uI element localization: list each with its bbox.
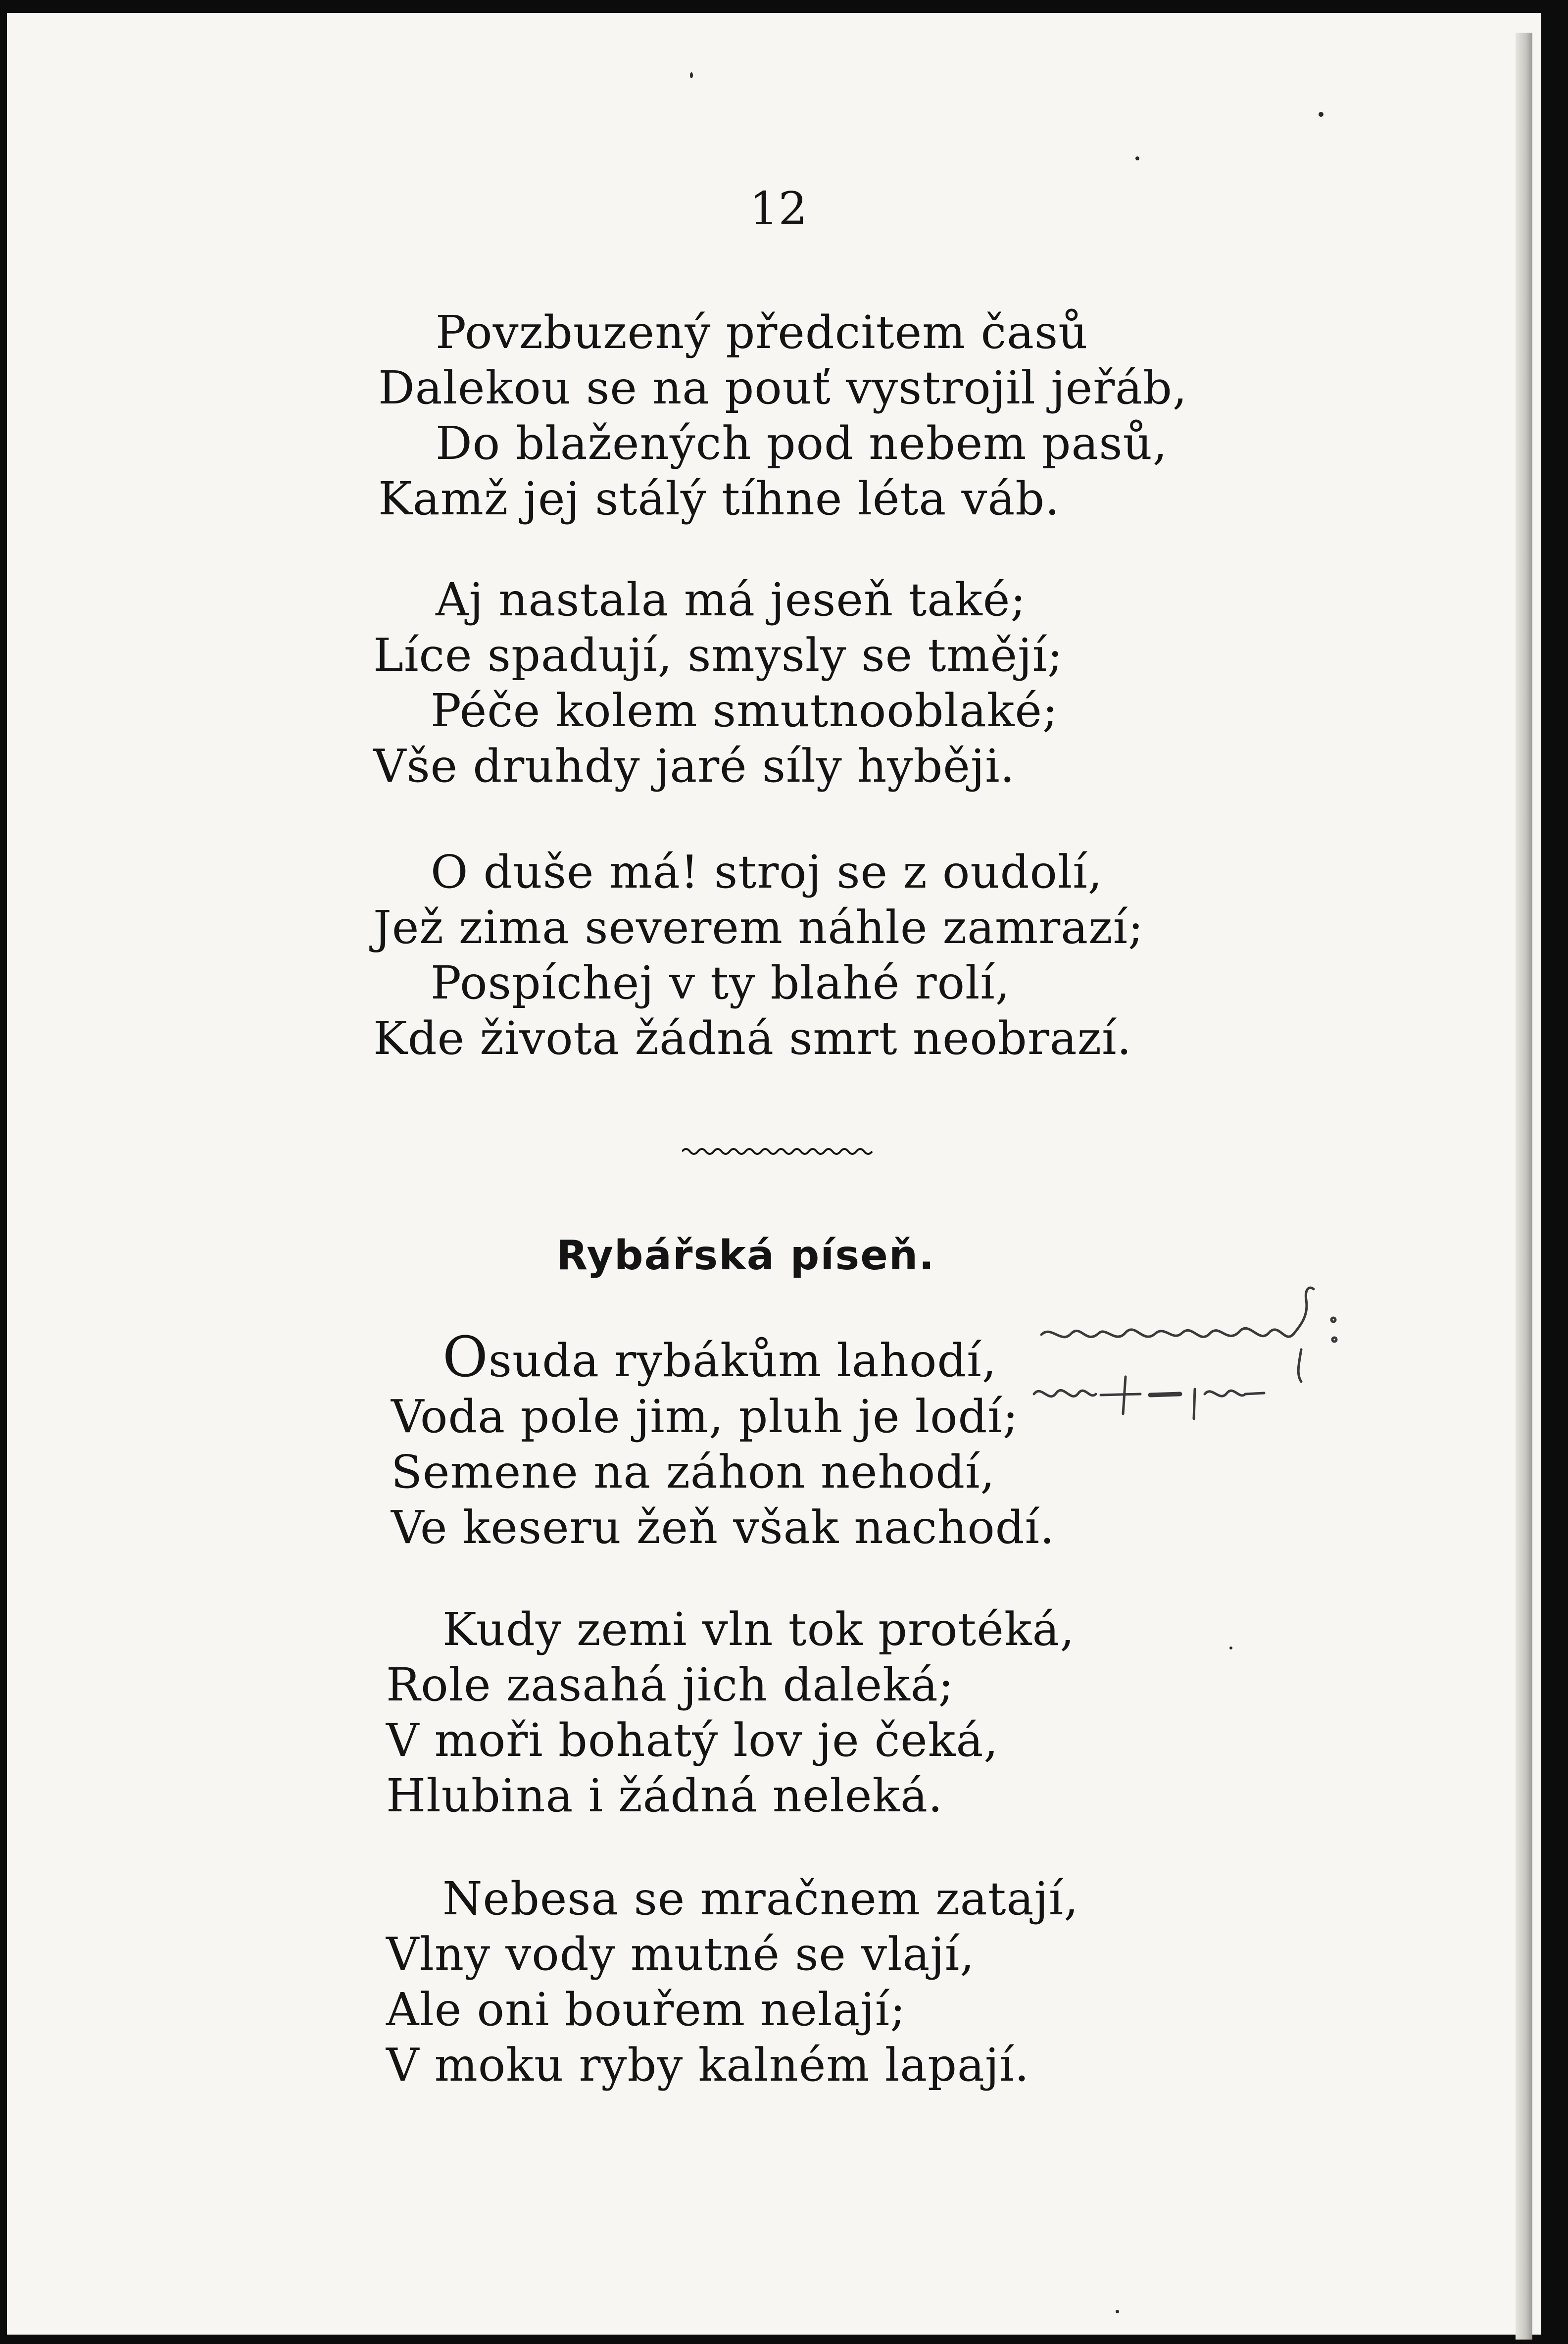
scan-speck: [1116, 2310, 1119, 2313]
verse-line: Kudy zemi vln tok protéká,: [442, 1603, 1075, 1656]
poem-title: Rybářská píseň.: [556, 1232, 935, 1279]
verse-line: Semene na záhon nehodí,: [391, 1446, 995, 1498]
scan-speck: [1319, 112, 1323, 117]
verse-line: Kamž jej stálý tíhne léta váb.: [378, 472, 1060, 525]
verse-line: V moři bohatý lov je čeká,: [386, 1714, 999, 1767]
scan-speck: [690, 72, 693, 78]
scan-speck: [1135, 156, 1139, 160]
verse-line: Hlubina i žádná neleká.: [386, 1769, 943, 1822]
handwritten-annotation: [1031, 1270, 1378, 1439]
wavy-divider-ornament: [682, 1146, 875, 1157]
verse-line: Nebesa se mračnem zatají,: [442, 1872, 1079, 1925]
verse-line: Povzbuzený předcitem časů: [436, 306, 1088, 359]
verse-line: Voda pole jim, pluh je lodí;: [391, 1390, 1019, 1443]
verse-line: V moku ryby kalném lapají.: [386, 2039, 1030, 2092]
verse-line: Líce spadují, smysly se tmějí;: [373, 629, 1064, 682]
verse-line: Vlny vody mutné se vlají,: [386, 1928, 975, 1981]
verse-line: Péče kolem smutnooblaké;: [431, 684, 1058, 737]
verse-line: Pospíchej v ty blahé rolí,: [431, 956, 1011, 1009]
verse-line: O duše má! stroj se z oudolí,: [431, 846, 1103, 898]
verse-line-rest: suda rybákům lahodí,: [488, 1334, 997, 1387]
page-number: 12: [749, 182, 808, 235]
drop-cap: O: [442, 1325, 489, 1390]
verse-line: Kde života žádná smrt neobrazí.: [373, 1012, 1132, 1065]
verse-line: Role zasahá jich daleká;: [386, 1658, 954, 1711]
verse-line: Do blažených pod nebem pasů,: [436, 417, 1168, 470]
verse-line: Aj nastala má jeseň také;: [436, 573, 1027, 626]
verse-line: Dalekou se na pouť vystrojil jeřáb,: [378, 361, 1188, 414]
verse-line: Vše druhdy jaré síly hyběji.: [373, 740, 1015, 793]
verse-line-first: [442, 1325, 997, 1390]
book-page: [7, 13, 1541, 2335]
verse-line: Ale oni bouřem nelají;: [386, 1983, 906, 2036]
verse-line: Jež zima severem náhle zamrazí;: [373, 901, 1144, 954]
verse-line: Ve keseru žeň však nachodí.: [391, 1501, 1055, 1554]
scan-speck: [1229, 1646, 1232, 1649]
page-edge-shadow: [1516, 33, 1532, 2340]
